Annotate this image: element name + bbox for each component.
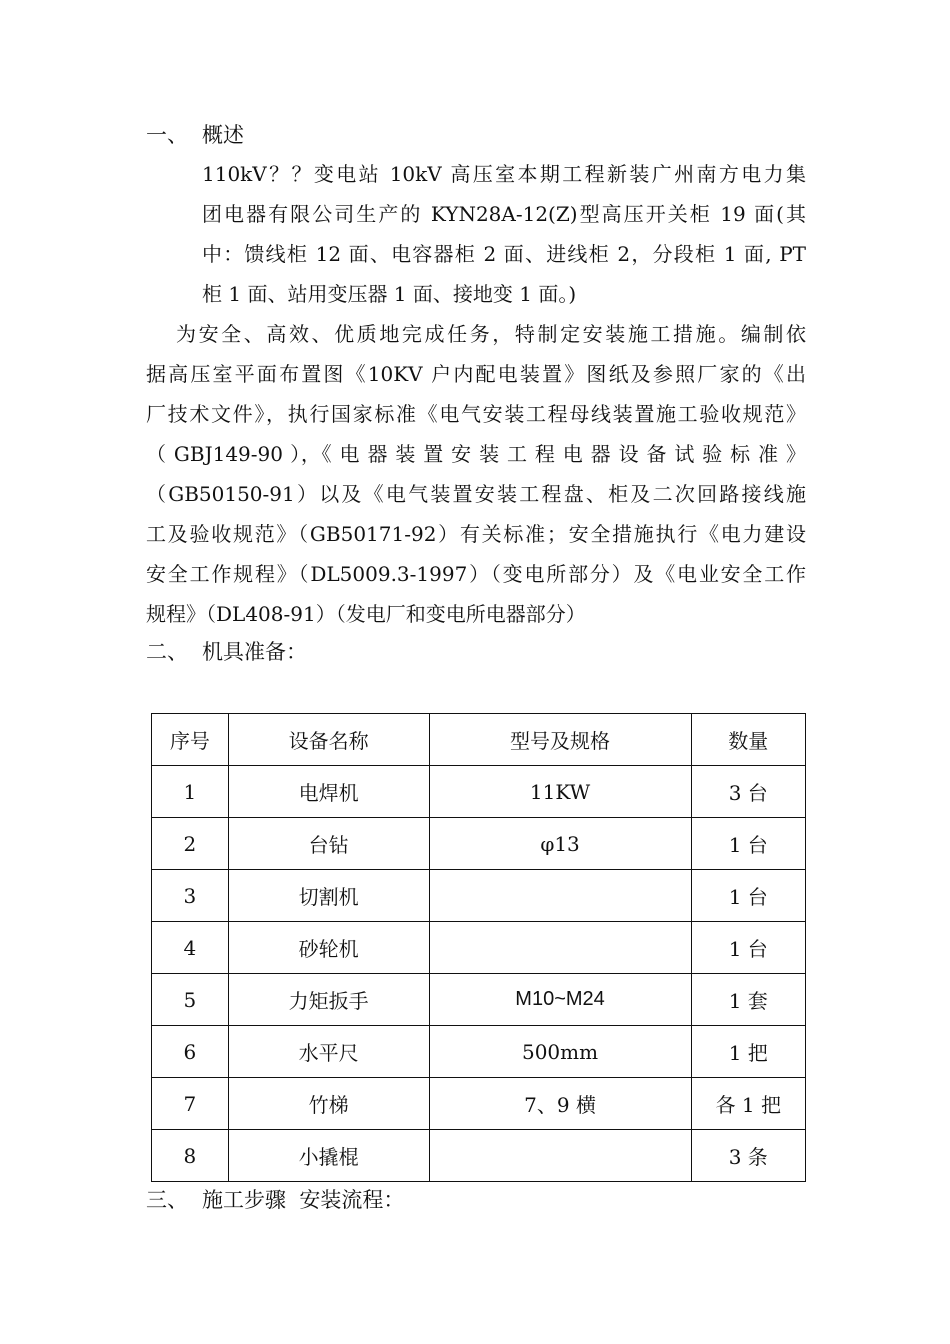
cell-name: 电焊机	[228, 766, 429, 818]
cell-seq: 5	[152, 974, 229, 1026]
table-row	[152, 870, 806, 922]
header-spec: 型号及规格	[429, 714, 691, 766]
cell-name: 台钻	[228, 818, 429, 870]
cell-spec: 7、9 横	[429, 1078, 691, 1130]
section-1-title: 概述	[202, 123, 244, 147]
equipment-table	[151, 713, 806, 1182]
cell-qty: 3 台	[691, 766, 805, 818]
section-2-heading	[146, 638, 307, 666]
cell-seq: 3	[152, 870, 229, 922]
table-header-row	[152, 714, 806, 766]
basis-line-7: 安全工作规程》（DL5009.3-1997）（变电所部分）及《电业安全工作	[146, 562, 806, 586]
overview-line-1: 110kV？？变电站 10kV 高压室本期工程新装广州南方电力集	[202, 162, 806, 186]
cell-spec	[429, 870, 691, 922]
cell-spec: 500mm	[429, 1026, 691, 1078]
cell-spec: M10~M24	[429, 974, 691, 1026]
table-row	[152, 766, 806, 818]
section-1-number: 一、	[146, 123, 188, 147]
cell-seq: 8	[152, 1130, 229, 1182]
cell-spec: φ13	[429, 818, 691, 870]
cell-qty: 1 台	[691, 922, 805, 974]
cell-qty: 1 把	[691, 1026, 805, 1078]
cell-seq: 1	[152, 766, 229, 818]
table-row	[152, 1026, 806, 1078]
cell-seq: 7	[152, 1078, 229, 1130]
cell-qty: 1 套	[691, 974, 805, 1026]
cell-seq: 2	[152, 818, 229, 870]
basis-line-4: （ GBJ149-90 ），《 电 器 装 置 安 装 工 程 电 器 设 备 试 验 标 准 》	[146, 442, 806, 466]
table-row	[152, 974, 806, 1026]
section-2-title: 机具准备：	[202, 640, 307, 664]
cell-name: 竹梯	[228, 1078, 429, 1130]
basis-line-1: 为安全、高效、优质地完成任务，特制定安装施工措施。编制依	[176, 322, 806, 346]
section-1-heading	[146, 121, 244, 149]
table-row	[152, 922, 806, 974]
cell-name: 水平尺	[228, 1026, 429, 1078]
table-row	[152, 818, 806, 870]
cell-qty: 1 台	[691, 818, 805, 870]
cell-name: 砂轮机	[228, 922, 429, 974]
section-2-number: 二、	[146, 640, 188, 664]
cell-spec	[429, 1130, 691, 1182]
basis-line-2: 据高压室平面布置图《10KV 户内配电装置》图纸及参照厂家的《出	[146, 362, 806, 386]
cell-name: 切割机	[228, 870, 429, 922]
cell-spec: 11KW	[429, 766, 691, 818]
header-name: 设备名称	[228, 714, 429, 766]
cell-qty: 1 台	[691, 870, 805, 922]
table-row	[152, 1130, 806, 1182]
cell-seq: 6	[152, 1026, 229, 1078]
section-3-title: 施工步骤 安装流程：	[202, 1188, 405, 1212]
cell-seq: 4	[152, 922, 229, 974]
cell-spec	[429, 922, 691, 974]
basis-line-6: 工及验收规范》（GB50171-92）有关标准；安全措施执行《电力建设	[146, 522, 806, 546]
section-3-number: 三、	[146, 1188, 188, 1212]
header-seq: 序号	[152, 714, 229, 766]
table-row	[152, 1078, 806, 1130]
cell-name: 小撬棍	[228, 1130, 429, 1182]
basis-line-8: 规程》（DL408-91）（发电厂和变电所电器部分）	[146, 602, 586, 626]
cell-qty: 3 条	[691, 1130, 805, 1182]
overview-line-2: 团电器有限公司生产的 KYN28A-12(Z)型高压开关柜 19 面(其	[202, 202, 806, 226]
cell-name: 力矩扳手	[228, 974, 429, 1026]
basis-line-5: （GB50150-91）以及《电气装置安装工程盘、柜及二次回路接线施	[146, 482, 806, 506]
overview-line-3: 中：馈线柜 12 面、电容器柜 2 面、进线柜 2，分段柜 1 面, PT	[202, 242, 806, 266]
cell-qty: 各 1 把	[691, 1078, 805, 1130]
overview-line-4: 柜 1 面、站用变压器 1 面、接地变 1 面。)	[202, 282, 577, 306]
section-3-heading	[146, 1186, 404, 1214]
header-qty: 数量	[691, 714, 805, 766]
basis-line-3: 厂技术文件》，执行国家标准《电气安装工程母线装置施工验收规范》	[146, 402, 806, 426]
